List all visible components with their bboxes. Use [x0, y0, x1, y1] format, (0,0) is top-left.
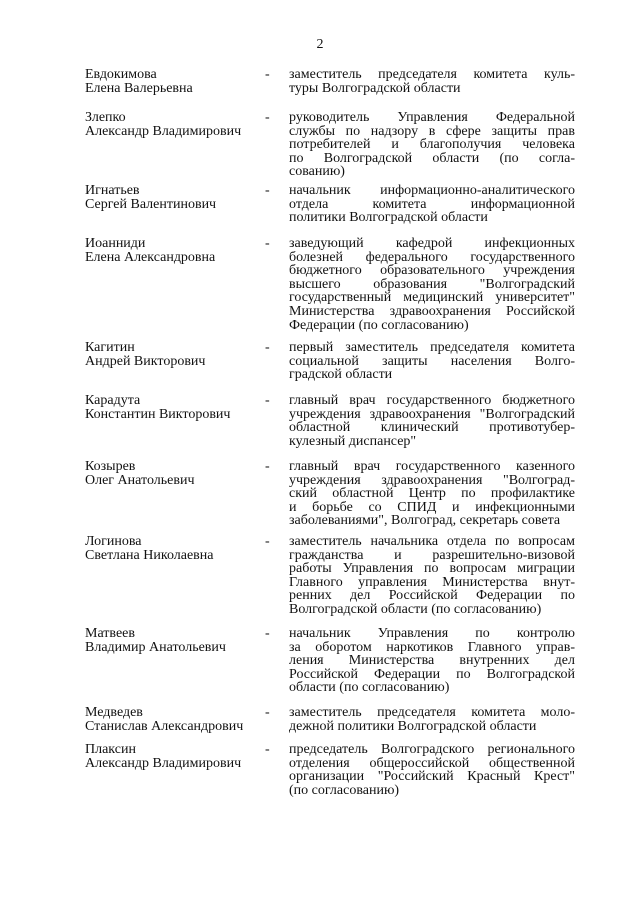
separator-dash: - [265, 67, 270, 82]
position-line: организации "Российский Красный Крест" [289, 769, 575, 785]
member-surname: Игнатьев [85, 183, 140, 198]
position-line: за оборотом наркотиков Главного управ- [289, 639, 575, 655]
member-surname: Злепко [85, 110, 126, 125]
member-given-names: Александр Владимирович [85, 755, 242, 771]
separator-dash: - [265, 705, 270, 720]
separator-dash: - [265, 534, 270, 549]
position-line: по Волгоградской области (по согла- [289, 150, 575, 166]
member-given-names: Константин Викторович [85, 406, 231, 422]
member-name [85, 341, 265, 368]
member-surname: Иоанниди [85, 236, 146, 251]
position-line: первый заместитель председателя комитета [289, 340, 575, 355]
position-line: заместитель председателя комитета моло- [289, 705, 575, 720]
position-line: отдела комитета информационной [289, 196, 575, 212]
member-surname: Логинова [85, 534, 142, 549]
position-line: заместитель председателя комитета куль- [289, 67, 575, 82]
position-line: работы Управления по вопросам миграции [289, 561, 575, 577]
member-name [85, 627, 265, 654]
position-line: Волгоградской области (по согласованию) [289, 601, 542, 617]
member-position [289, 394, 575, 448]
position-line: дежной политики Волгоградской области [289, 718, 537, 734]
member-position [289, 68, 575, 95]
member-given-names: Елена Валерьевна [85, 80, 193, 96]
position-line: и борьбе со СПИД и инфекционными [289, 499, 575, 515]
position-line: бюджетного образовательного учреждения [289, 263, 575, 279]
position-line: отделения общероссийской общественной [289, 755, 575, 771]
position-line: учреждения здравоохранения "Волгоград- [289, 472, 575, 488]
position-line: социальной защиты населения Волго- [289, 353, 575, 369]
position-line: ский областной Центр по профилактике [289, 486, 575, 502]
separator-dash: - [265, 110, 270, 125]
position-line: ления Министерства внутренних дел [289, 653, 575, 669]
position-line: градской области [289, 367, 393, 383]
member-position [289, 460, 575, 528]
member-name [85, 460, 265, 487]
member-given-names: Андрей Викторович [85, 353, 206, 369]
position-line: ренних дел Российской Федерации по [289, 588, 575, 604]
position-line: Министерства здравоохранения Российской [289, 303, 575, 319]
position-line: потребителей и благополучия человека [289, 137, 575, 153]
position-line: учреждения здравоохранения "Волгоградский [289, 406, 575, 422]
member-position [289, 535, 575, 617]
member-surname: Евдокимова [85, 67, 157, 82]
member-given-names: Владимир Анатольевич [85, 639, 226, 655]
separator-dash: - [265, 742, 270, 757]
member-given-names: Олег Анатольевич [85, 472, 195, 488]
position-line: главный врач государственного бюджетного [289, 393, 575, 408]
position-line: начальник информационно-аналитического [289, 183, 575, 198]
position-line: сованию) [289, 164, 345, 180]
position-line: (по согласованию) [289, 782, 400, 798]
member-name [85, 237, 265, 264]
separator-dash: - [265, 626, 270, 641]
page-number: 2 [316, 37, 324, 52]
position-line: заведующий кафедрой инфекционных [289, 236, 575, 251]
position-line: кулезный диспансер" [289, 433, 417, 449]
position-line: политики Волгоградской области [289, 210, 488, 226]
member-position [289, 627, 575, 695]
position-line: заболеваниями", Волгоград, секретарь совета [289, 513, 561, 529]
member-given-names: Елена Александровна [85, 249, 216, 265]
position-line: высшего образования "Волгоградский [289, 276, 575, 292]
member-name [85, 394, 265, 421]
member-name [85, 706, 265, 733]
position-line: заместитель начальника отдела по вопросам [289, 534, 575, 549]
member-given-names: Станислав Александрович [85, 718, 244, 734]
member-surname: Плаксин [85, 742, 136, 757]
position-line: Главного управления Министерства внут- [289, 574, 575, 590]
separator-dash: - [265, 183, 270, 198]
position-line: Федерации (по согласованию) [289, 317, 469, 333]
separator-dash: - [265, 393, 270, 408]
member-name [85, 68, 265, 95]
member-given-names: Александр Владимирович [85, 123, 242, 139]
member-position [289, 706, 575, 733]
position-line: службы по надзору в сфере защиты прав [289, 123, 575, 139]
member-name [85, 535, 265, 562]
position-line: главный врач государственного казенного [289, 459, 575, 474]
separator-dash: - [265, 236, 270, 251]
position-line: руководитель Управления Федеральной [289, 110, 575, 125]
member-surname: Кагитин [85, 340, 135, 355]
member-surname: Медведев [85, 705, 143, 720]
member-name [85, 184, 265, 211]
separator-dash: - [265, 459, 270, 474]
position-line: областной клинический противотубер- [289, 420, 575, 436]
position-line: болезней федерального государственного [289, 249, 575, 265]
position-line: начальник Управления по контролю [289, 626, 575, 641]
member-position [289, 743, 575, 797]
position-line: государственный медицинский университет" [289, 290, 575, 306]
member-position [289, 184, 575, 225]
position-line: гражданства и разрешительно-визовой [289, 547, 575, 563]
member-name [85, 111, 265, 138]
member-position [289, 341, 575, 382]
separator-dash: - [265, 340, 270, 355]
position-line: туры Волгоградской области [289, 80, 461, 96]
member-position [289, 111, 575, 179]
member-surname: Козырев [85, 459, 136, 474]
member-given-names: Сергей Валентинович [85, 196, 217, 212]
position-line: области (по согласованию) [289, 680, 450, 696]
member-name [85, 743, 265, 770]
position-line: Российской Федерации по Волгоградской [289, 666, 575, 682]
member-surname: Матвеев [85, 626, 135, 641]
position-line: председатель Волгоградского регионального [289, 742, 575, 757]
member-surname: Карадута [85, 393, 141, 408]
member-position [289, 237, 575, 332]
member-given-names: Светлана Николаевна [85, 547, 214, 563]
